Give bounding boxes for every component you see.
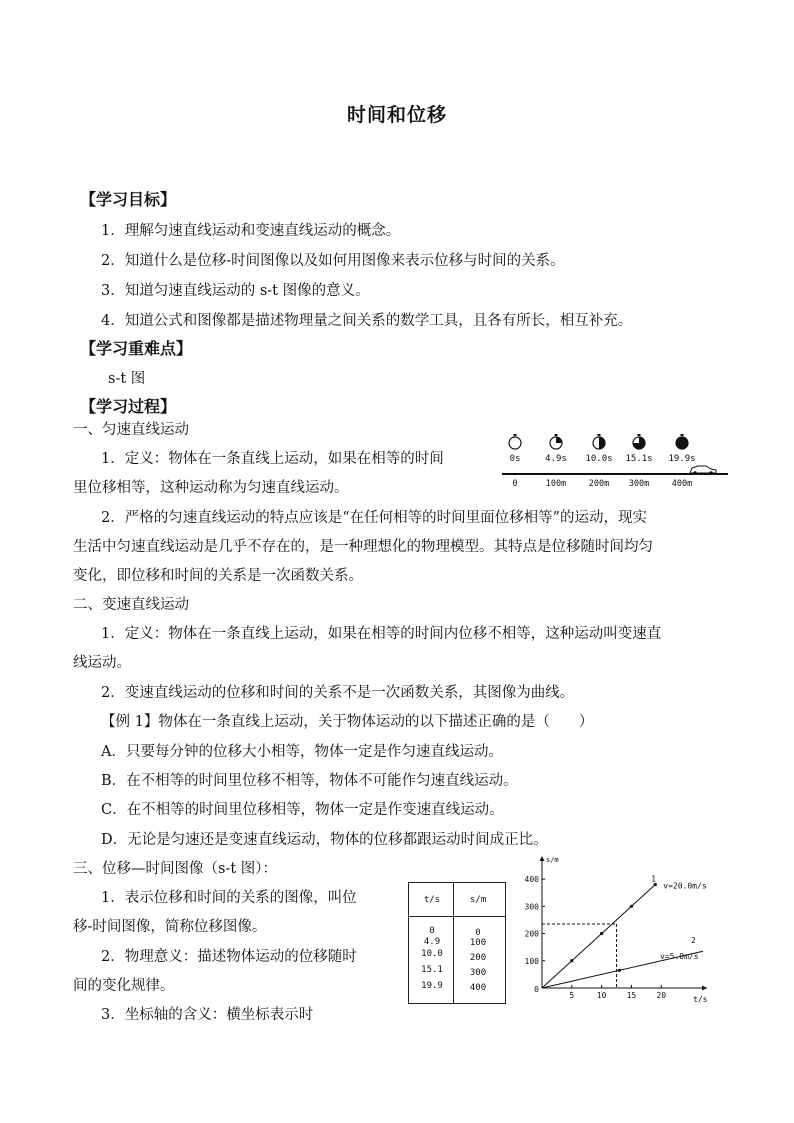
x-tick-label: 5 (569, 991, 575, 1000)
data-point (630, 905, 633, 908)
data-table (408, 882, 506, 1004)
y-tick-label: 100 (524, 956, 539, 966)
example-1: 【例 1】物体在一条直线上运动，关于物体运动的以下描述正确的是（ ） (101, 714, 594, 730)
x-tick-label: 20 (656, 991, 667, 1000)
key-heading: 【学习重难点】 (80, 339, 193, 358)
series-speed-label: v=5.0m/s (660, 952, 699, 962)
sec1-p2-line2: 生活中匀速直线运动是几乎不存在的，是一种理想化的物理模型。其特点是位移随时间均匀 (73, 539, 653, 555)
table-t-2: 10.0 (421, 949, 443, 959)
y-axis-arrow (540, 856, 545, 861)
table-t-1: 4.9 (423, 937, 441, 947)
track-distance-label: 300m (628, 479, 650, 489)
x-axis-arrow (702, 986, 707, 991)
sec3-p2-line2: 间的变化规律。 (73, 978, 175, 994)
process-heading: 【学习过程】 (80, 397, 177, 416)
table-s-0: 0 (475, 928, 481, 938)
option-b: B．在不相等的时间里位移不相等，物体不可能作匀速直线运动。 (101, 773, 518, 789)
track-time-label: 15.1s (625, 454, 653, 464)
table-column-divider (453, 883, 454, 1003)
table-t-4: 19.9 (421, 981, 443, 991)
table-header-s: s/m (469, 895, 487, 905)
sec1-p2-line3: 变化，即位移和时间的关系是一次函数关系。 (73, 568, 363, 584)
x-tick-label: 10 (596, 991, 607, 1000)
track-time-label: 10.0s (585, 454, 613, 464)
origin-label: 0 (534, 985, 539, 994)
s-t-chart (515, 852, 730, 1004)
sec2-p2: 2．变速直线运动的位移和时间的关系不是一次函数关系，其图像为曲线。 (101, 685, 575, 701)
goals-heading: 【学习目标】 (80, 190, 177, 209)
sec3-p3: 3．坐标轴的含义：横坐标表示时 (101, 1007, 314, 1023)
car-wheel-icon (693, 471, 697, 475)
data-point (570, 959, 573, 962)
section-2-title: 二、变速直线运动 (73, 597, 189, 613)
stopwatch-fill (599, 437, 605, 449)
table-header-divider (409, 916, 505, 917)
sec1-p1-line2: 里位移相等，这种运动称为匀速直线运动。 (73, 480, 349, 496)
goal-item-1: 1．理解匀速直线运动和变速直线运动的概念。 (101, 223, 401, 239)
stopwatch-crown (555, 434, 558, 436)
uniform-motion-track-diagram (496, 430, 736, 490)
series-line-1 (542, 885, 655, 988)
data-point (618, 969, 621, 972)
option-c: C．在不相等的时间里位移相等，物体一定是作变速直线运动。 (101, 802, 504, 818)
track-time-label: 0s (509, 454, 521, 464)
sec1-p2-line1: 2．严格的匀速直线运动的特点应该是“在任何相等的时间里面位移相等”的运动，现实 (101, 510, 648, 526)
sec3-p1-line2: 移-时间图像，简称位移图像。 (73, 919, 267, 935)
table-s-4: 400 (469, 983, 487, 993)
table-s-1: 100 (469, 938, 487, 948)
track-time-label: 19.9s (668, 454, 696, 464)
stopwatch-fill (556, 437, 562, 443)
stopwatch-fill (676, 437, 688, 449)
page-title: 时间和位移 (346, 104, 447, 126)
track-distance-label: 0 (512, 479, 518, 489)
stopwatch-icon (509, 437, 521, 449)
x-axis-label: t/s (693, 995, 708, 1004)
track-time-label: 4.9s (545, 454, 567, 464)
stopwatch-crown (598, 434, 601, 436)
goal-item-2: 2．知道什么是位移-时间图像以及如何用图像来表示位移与时间的关系。 (101, 253, 565, 269)
section-3-title: 三、位移—时间图像（s-t 图）： (73, 861, 278, 877)
option-d: D．无论是匀速还是变速直线运动，物体的位移都跟运动时间成正比。 (101, 832, 548, 848)
sec3-p1-line1: 1．表示位移和时间的关系的图像，叫位 (101, 890, 357, 906)
stopwatch-crown (638, 434, 641, 436)
sec3-p2-line1: 2．物理意义：描述物体运动的位移随时 (101, 949, 357, 965)
y-tick-label: 200 (524, 929, 539, 939)
data-point (600, 932, 603, 935)
y-tick-label: 300 (524, 902, 539, 912)
series-speed-label: v=20.0m/s (663, 881, 707, 891)
stopwatch-crown (514, 434, 517, 436)
table-s-3: 300 (469, 968, 487, 978)
car-wheel-icon (709, 471, 713, 475)
table-header-t: t/s (423, 895, 441, 905)
sec1-p1-line1: 1．定义：物体在一条直线上运动，如果在相等的时间 (101, 451, 444, 467)
track-distance-label: 400m (671, 479, 693, 489)
sec2-p1-line1: 1．定义：物体在一条直线上运动，如果在相等的时间内位移不相等，这种运动叫变速直 (101, 626, 662, 642)
track-distance-label: 100m (545, 479, 567, 489)
key-text: s-t 图 (108, 371, 146, 387)
section-1-title: 一、匀速直线运动 (73, 422, 189, 438)
goal-item-3: 3．知道匀速直线运动的 s-t 图像的意义。 (101, 283, 370, 299)
table-t-0: 0 (429, 926, 435, 936)
track-distance-label: 200m (588, 479, 610, 489)
table-t-3: 15.1 (421, 965, 443, 975)
option-a: A．只要每分钟的位移大小相等，物体一定是作匀速直线运动。 (101, 744, 503, 760)
y-tick-label: 400 (524, 875, 539, 885)
stopwatch-crown (681, 434, 684, 436)
table-s-2: 200 (469, 953, 487, 963)
x-tick-label: 15 (626, 991, 637, 1000)
sec2-p1-line2: 线运动。 (73, 655, 131, 671)
series-number-label: 1 (651, 874, 657, 884)
goal-item-4: 4．知道公式和图像都是描述物理量之间关系的数学工具，且各有所长，相互补充。 (101, 313, 633, 329)
y-axis-label: s/m (546, 856, 559, 864)
series-number-label: 2 (691, 936, 696, 946)
